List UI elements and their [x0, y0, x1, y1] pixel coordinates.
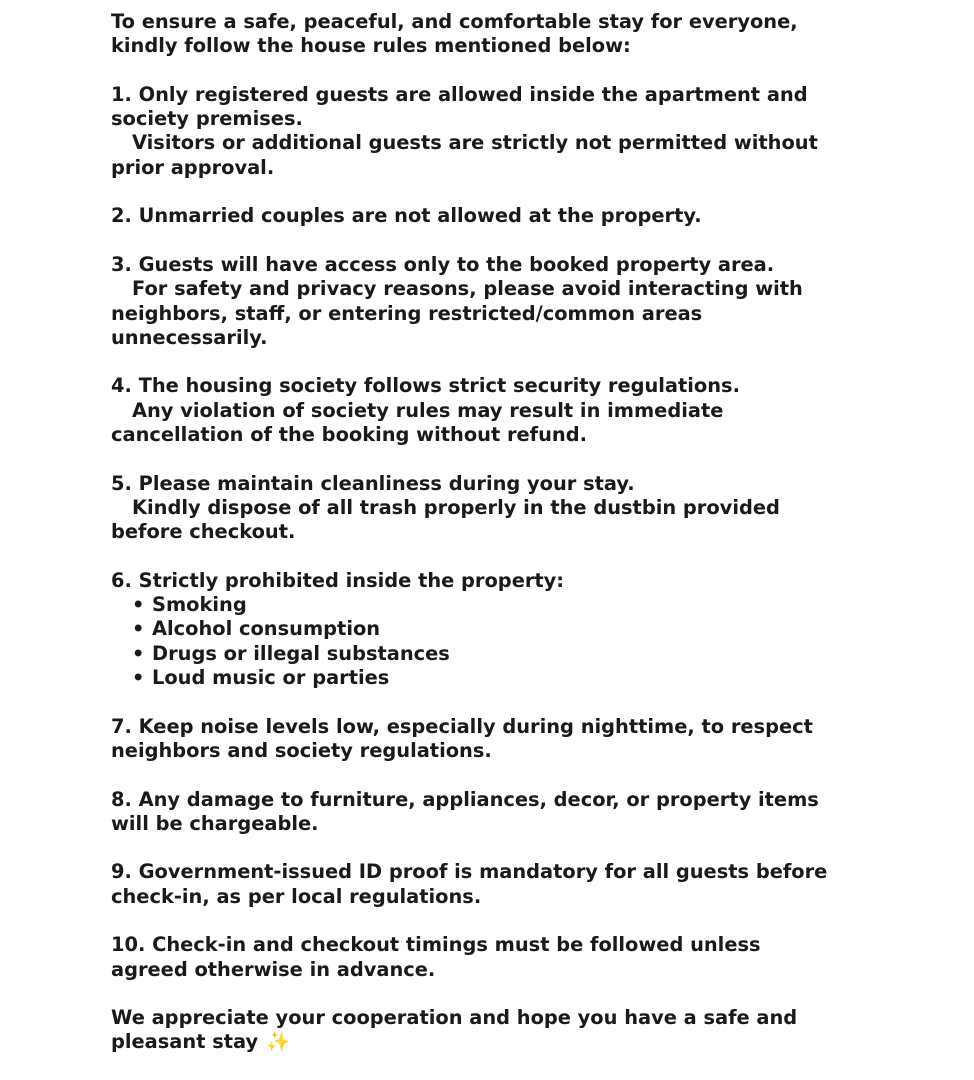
rule-detail-line: unnecessarily.: [111, 325, 268, 349]
intro-line: To ensure a safe, peaceful, and comfortable stay for everyone,: [111, 10, 798, 33]
rule-line: 10. Check-in and checkout timings must be followed unless: [111, 933, 761, 957]
spacer: [111, 180, 951, 204]
bullet-icon: •: [132, 593, 145, 617]
bullet-icon: •: [132, 617, 145, 641]
rule-line: 8. Any damage to furniture, appliances, decor, or property items: [111, 787, 819, 811]
prohibited-item-text: Alcohol consumption: [152, 617, 381, 641]
prohibited-item-text: Drugs or illegal substances: [152, 641, 450, 665]
closing-text: pleasant stay: [111, 1030, 259, 1054]
prohibited-item-text: Smoking: [152, 593, 247, 617]
rule-item: [111, 715, 951, 788]
rule-line: 7. Keep noise levels low, especially during nighttime, to respect: [111, 714, 813, 738]
spacer: [111, 229, 951, 253]
rule-detail-line: cancellation of the booking without refund.: [111, 423, 587, 447]
spacer: [111, 982, 951, 1006]
rule-detail-line: Any violation of society rules may result in immediate: [132, 398, 724, 422]
rule-detail-line: For safety and privacy reasons, please avoid interacting with: [132, 277, 803, 301]
rule-detail-line: neighbors, staff, or entering restricted/common areas: [111, 301, 703, 325]
closing-line: We appreciate your cooperation and hope you have a safe and: [111, 1006, 798, 1030]
rule-item: [111, 204, 951, 253]
house-rules-document: [111, 10, 951, 1055]
rule-line: 4. The housing society follows strict security regulations.: [111, 374, 740, 398]
spacer: [111, 59, 951, 83]
rule-item: [111, 569, 951, 715]
rule-line: 2. Unmarried couples are not allowed at the property.: [111, 204, 702, 228]
rules-list: [111, 83, 951, 1006]
rule-line: society premises.: [111, 107, 303, 131]
spacer: [111, 350, 951, 374]
rule-line: 5. Please maintain cleanliness during your stay.: [111, 471, 635, 495]
spacer: [111, 545, 951, 569]
intro-line: kindly follow the house rules mentioned below:: [111, 34, 631, 58]
spacer: [111, 690, 951, 714]
rule-item: [111, 83, 951, 204]
rule-detail-line: before checkout.: [111, 520, 296, 544]
rule-item: [111, 933, 951, 1006]
rule-detail-line: Kindly dispose of all trash properly in the dustbin provided: [132, 495, 780, 519]
bullet-icon: •: [132, 641, 145, 665]
rule-line: agreed otherwise in advance.: [111, 957, 436, 981]
prohibited-item: [111, 642, 951, 666]
prohibited-item: [111, 593, 951, 617]
rule-item: [111, 253, 951, 374]
rule-line: 3. Guests will have access only to the booked property area.: [111, 252, 775, 276]
sparkles-icon: ✨: [266, 1030, 291, 1054]
prohibited-items-list: [111, 593, 951, 690]
rule-detail-line: Visitors or additional guests are strictly not permitted without: [132, 131, 818, 155]
spacer: [111, 909, 951, 933]
spacer: [111, 763, 951, 787]
rule-detail-line: prior approval.: [111, 155, 275, 179]
prohibited-item: [111, 666, 951, 690]
rule-line: 6. Strictly prohibited inside the property:: [111, 568, 565, 592]
closing-line: [111, 1030, 951, 1054]
bullet-icon: •: [132, 666, 145, 690]
rule-line: 1. Only registered guests are allowed inside the apartment and: [111, 82, 808, 106]
rule-item: [111, 860, 951, 933]
prohibited-item-text: Loud music or parties: [152, 666, 390, 690]
rule-item: [111, 472, 951, 569]
rule-item: [111, 374, 951, 471]
rule-line: will be chargeable.: [111, 811, 319, 835]
rule-line: check-in, as per local regulations.: [111, 884, 482, 908]
spacer: [111, 836, 951, 860]
spacer: [111, 447, 951, 471]
rule-line: 9. Government-issued ID proof is mandatory for all guests before: [111, 860, 828, 884]
prohibited-item: [111, 617, 951, 641]
rule-item: [111, 788, 951, 861]
rule-line: neighbors and society regulations.: [111, 738, 492, 762]
